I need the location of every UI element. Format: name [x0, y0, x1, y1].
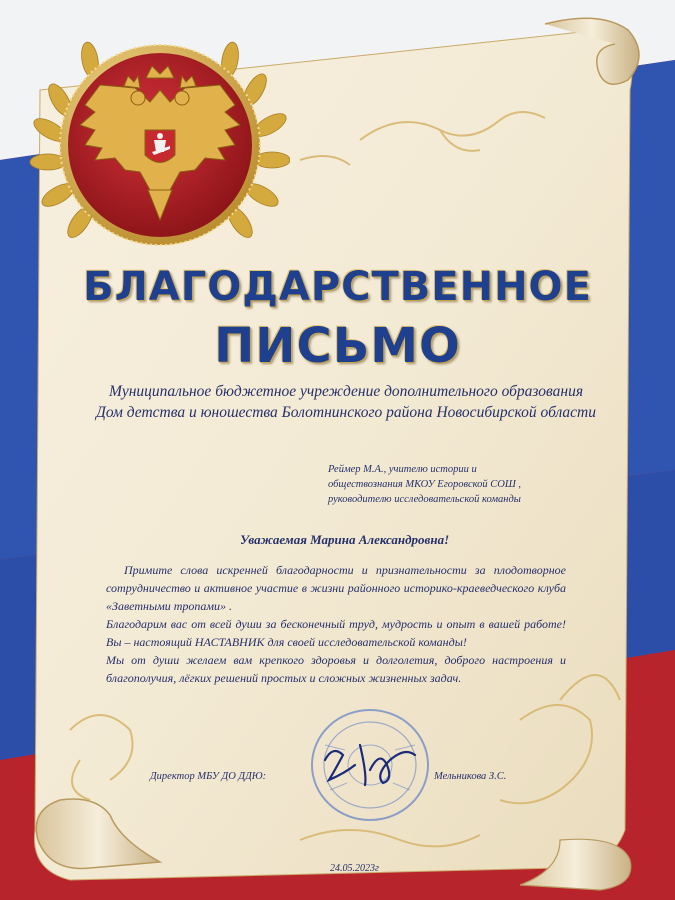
paragraph-2: Благодарим вас от всей души за бесконечный труд, мудрость и опыт в вашей работе! Вы – настоящий НАСТАВНИК для своей исследовательской команды! [106, 617, 566, 649]
document-title-line2: ПИСЬМО [214, 318, 461, 374]
organization-line1: Муниципальное бюджетное учреждение дополнительного образования [108, 383, 584, 400]
handwritten-signature [315, 725, 425, 795]
organization-line2: Дом детства и юношества Болотнинского района Новосибирской области [95, 404, 597, 421]
addressee-line1: Реймер М.А., учителю истории и [328, 464, 477, 475]
signer-name: Мельникова З.С. [434, 771, 507, 782]
russian-coat-of-arms-emblem [20, 30, 290, 260]
letter-body [106, 561, 566, 687]
addressee-line2: обществознания МКОУ Егоровской СОШ , [328, 479, 522, 490]
paragraph-3: Мы от души желаем вам крепкого здоровья и долголетия, доброго настроения и благополучия, лёгких решений простых и сложных жизненных задач. [106, 653, 566, 685]
greeting: Уважаемая Марина Александровна! [240, 532, 450, 547]
signer-title: Директор МБУ ДО ДДЮ: [150, 771, 267, 782]
paragraph-1: Примите слова искренней благодарности и признательности за плодотворное сотрудничество и активное участие в жизни районного историко-краеведческого клуба «Заветными тропами» . [106, 563, 566, 613]
addressee-line3: руководителю исследовательской команды [328, 494, 521, 505]
document-title-line1: БЛАГОДАРСТВЕННОЕ [83, 264, 592, 310]
document-date: 24.05.2023г [330, 863, 379, 874]
